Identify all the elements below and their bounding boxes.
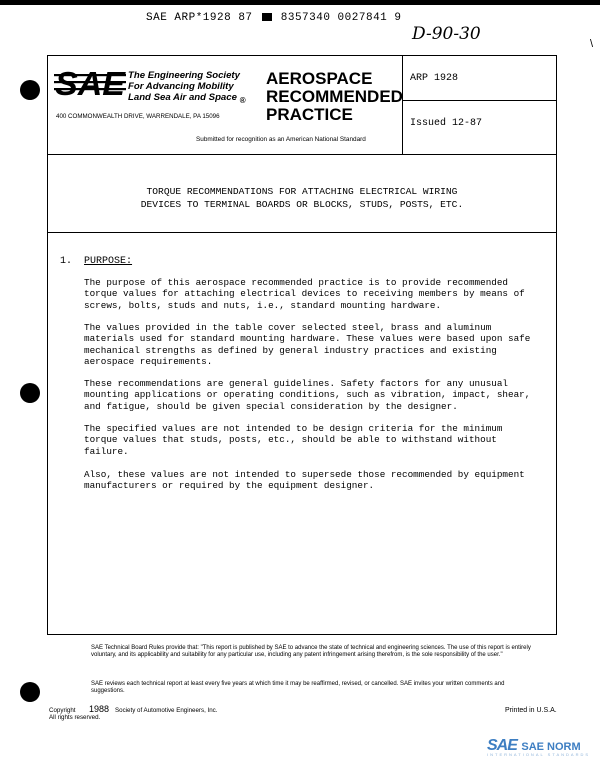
rights-reserved: All rights reserved.: [49, 714, 101, 721]
copyright-label: Copyright: [49, 707, 76, 714]
submitted-note: Submitted for recognition as an American National Standard: [196, 136, 366, 143]
doc-type-line-1: AEROSPACE: [266, 69, 373, 88]
tagline-line-3: Land Sea Air and Space $_®$: [128, 92, 246, 105]
society-tagline: [128, 70, 246, 106]
sae-logo: [54, 68, 126, 98]
paragraph-1: The purpose of this aerospace recommended practice is to provide recommended torque values for attaching electrical devices to receiving members by means of screws, bolts, studs and nuts, i.e., standard mounting hardware.: [84, 277, 525, 311]
handwritten-note: D-90-30: [412, 24, 481, 44]
watermark-subtext: INTERNATIONAL STANDARDS: [487, 752, 591, 757]
sae-norm-watermark: [487, 737, 590, 757]
issued-date: Issued 12-87: [410, 118, 483, 129]
document-title: [47, 186, 557, 211]
technical-board-rules: SAE Technical Board Rules provide that: "This report is published by SAE to advance the state of technical and engineering sciences. The use of this report is entirely voluntary, and its applicability and suitability for any particular use, including any patent infringement arising therefrom, is the sole responsibility of the user.": [91, 645, 531, 659]
arp-divider: [402, 100, 557, 101]
doc-type-line-3: PRACTICE: [266, 105, 353, 124]
paragraph-5: Also, these values are not intended to supersede those recommended by equipment manufacturers or required by the equipment designer.: [84, 469, 525, 492]
society-address: 400 COMMONWEALTH DRIVE, WARRENDALE, PA 15096: [56, 113, 220, 120]
printed-in: Printed in U.S.A.: [505, 707, 557, 714]
arp-number: ARP 1928: [410, 73, 459, 84]
margin-mark: \: [590, 38, 594, 50]
review-note: SAE reviews each technical report at least every five years at which time it may be reaffirmed, revised, or cancelled. SAE invites your written comments and suggestions.: [91, 681, 505, 695]
watermark-logo: SAE: [487, 737, 517, 754]
copyright-year: 1988: [89, 704, 110, 714]
paragraph-3: These recommendations are general guidelines. Safety factors for any unusual mounting applications or operating conditions, such as vibration, impact, shear, and fatigue, should be given special consideration by the designer.: [84, 378, 531, 412]
registered-mark: ®: [239, 95, 246, 105]
punch-hole-top: [20, 80, 40, 100]
paragraph-4: The specified values are not intended to be design criteria for the minimum torque values that studs, posts, etc., should be able to withstand without failure.: [84, 423, 503, 457]
document-code-left: SAE ARP*1928 87: [146, 12, 253, 24]
section-title: PURPOSE:: [84, 256, 133, 267]
title-line-2: DEVICES TO TERMINAL BOARDS OR BLOCKS, STUDS, POSTS, ETC.: [140, 198, 464, 210]
doc-type-line-2: RECOMMENDED: [266, 87, 403, 106]
punch-hole-middle: [20, 383, 40, 403]
top-scan-bar: [0, 0, 600, 5]
paragraph-2: The values provided in the table cover selected steel, brass and aluminum materials used for standard mounting hardware. These values were based upon safe mechanical strengths as defined by general industry practices and existing aerospace requirements.: [84, 322, 531, 367]
sae-logo-text: SAE: [55, 68, 126, 98]
header-divider: [47, 154, 557, 155]
barcode-block: [262, 13, 272, 21]
section-number: 1.: [60, 256, 73, 267]
tagline-line-2: For Advancing Mobility: [128, 81, 234, 92]
tagline-line-1: The Engineering Society: [128, 70, 240, 81]
punch-hole-bottom: [20, 682, 40, 702]
title-divider: [47, 232, 557, 233]
watermark-text: SAE NORM: [521, 741, 581, 753]
section-heading: [60, 256, 132, 267]
document-code: [146, 12, 401, 24]
document-code-right: 8357340 0027841 9: [280, 12, 402, 24]
title-line-1: TORQUE RECOMMENDATIONS FOR ATTACHING ELECTRICAL WIRING: [146, 186, 458, 197]
document-type-heading: [266, 70, 403, 124]
copyright-holder: Society of Automotive Engineers, Inc.: [115, 707, 218, 714]
